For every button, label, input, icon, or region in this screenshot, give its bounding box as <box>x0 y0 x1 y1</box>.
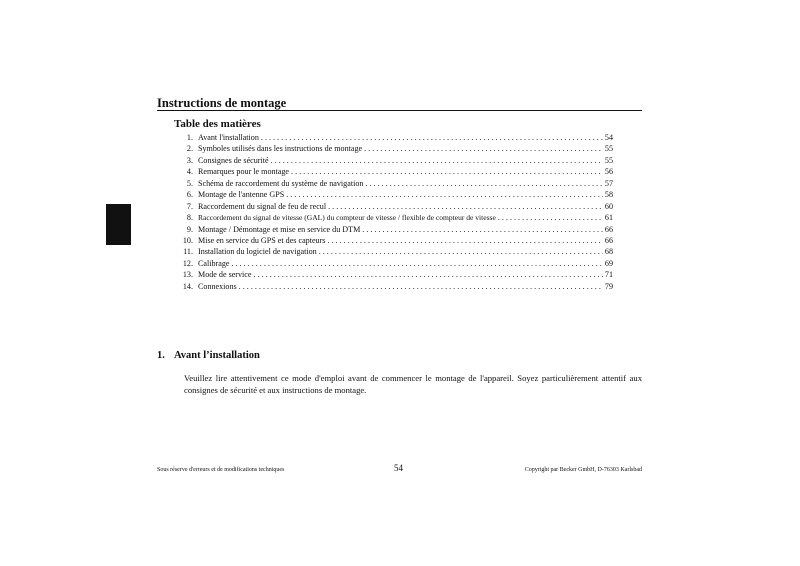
toc-item-page: 79 <box>604 281 613 291</box>
toc-leader-dots <box>365 178 602 189</box>
toc-leader-dots <box>364 143 603 154</box>
footer-disclaimer: Sous réserve d'erreurs et de modifications techniques <box>157 467 285 473</box>
toc-leader-dots <box>271 155 603 166</box>
toc-item-label: Raccordement du signal de feu de recul <box>198 201 327 211</box>
toc-item[interactable] <box>176 143 613 154</box>
toc-item-number: 12. <box>182 258 193 268</box>
toc-item-label: Mise en service du GPS et des capteurs <box>198 235 326 245</box>
toc-item-label: Mode de service <box>198 270 252 280</box>
toc-item-page: 66 <box>604 224 613 234</box>
toc-item[interactable] <box>176 189 613 200</box>
toc-item-label: Montage de l'antenne GPS <box>198 190 285 200</box>
toc-leader-dots <box>328 201 603 212</box>
toc-item[interactable] <box>176 132 613 143</box>
toc-item[interactable] <box>176 178 613 189</box>
toc-item-page: 57 <box>604 178 613 188</box>
toc-leader-dots <box>254 269 603 280</box>
toc-item-number: 13. <box>182 270 193 280</box>
section-title: Avant l’installation <box>174 350 260 361</box>
toc-item-page: 66 <box>604 235 613 245</box>
toc-item-page: 68 <box>604 247 613 257</box>
toc-item-page: 56 <box>604 167 613 177</box>
toc-item-number: 5. <box>186 178 193 188</box>
toc-item-number: 14. <box>182 281 193 291</box>
toc-item-page: 55 <box>604 155 613 165</box>
toc-item-number: 8. <box>186 213 193 223</box>
toc-item-number: 10. <box>182 235 193 245</box>
toc-leader-dots <box>231 258 602 269</box>
toc-leader-dots <box>319 246 603 257</box>
toc-item-number: 2. <box>186 144 193 154</box>
section-number: 1. <box>157 350 165 361</box>
toc-item-page: 61 <box>604 213 613 223</box>
toc-item-page: 54 <box>604 133 613 142</box>
toc-item[interactable] <box>176 246 613 257</box>
toc-item-label: Installation du logiciel de navigation <box>198 247 317 257</box>
toc-item-number: 6. <box>186 190 193 200</box>
toc-leader-dots <box>362 224 603 235</box>
toc-item[interactable] <box>176 166 613 177</box>
toc-item-number: 7. <box>186 201 193 211</box>
toc-item[interactable] <box>176 235 613 246</box>
toc-item[interactable] <box>176 201 613 212</box>
toc-item-page: 71 <box>604 270 613 280</box>
toc-leader-dots <box>239 281 603 292</box>
toc-item-label: Consignes de sécurité <box>198 155 269 165</box>
toc-item-number: 3. <box>186 155 193 165</box>
footer-copyright: Copyright par Becker GmbH, D-76303 Karlsbad <box>524 467 642 473</box>
footer-page-number: 54 <box>394 463 403 473</box>
toc-item-label: Calibrage <box>198 258 230 268</box>
toc-item-number: 1. <box>186 133 193 142</box>
toc-item-label: Connexions <box>198 281 237 291</box>
toc-item-label: Avant l'installation <box>198 133 259 142</box>
toc-item[interactable] <box>176 212 613 223</box>
toc-leader-dots <box>327 235 602 246</box>
section-heading <box>157 350 260 362</box>
toc-item-label: Schéma de raccordement du système de navigation <box>198 178 364 188</box>
toc-item-label: Remarques pour le montage <box>198 167 290 177</box>
toc-item-label: Montage / Démontage et mise en service du DTM <box>198 224 361 234</box>
toc-item[interactable] <box>176 281 613 292</box>
section-body-text: Veuillez lire attentivement ce mode d'emploi avant de commencer le montage de l'appareil. Soyez particulièrement attentif aux consignes de sécurité et aux instructions de montage. <box>184 373 642 395</box>
toc-leader-dots <box>261 132 603 143</box>
header-rule <box>157 110 642 111</box>
toc-title: Table des matières <box>174 118 261 130</box>
toc-leader-dots <box>291 166 603 177</box>
toc-item-label: Raccordement du signal de vitesse (GAL) du compteur de vitesse / flexible de compteur de vitesse <box>198 213 496 223</box>
toc-item-label: Symboles utilisés dans les instructions de montage <box>198 144 363 154</box>
toc-item-number: 4. <box>186 167 193 177</box>
toc-item[interactable] <box>176 258 613 269</box>
toc-item-page: 55 <box>604 144 613 154</box>
toc-item-number: 9. <box>186 224 193 234</box>
toc-item-page: 60 <box>604 201 613 211</box>
page-title: Instructions de montage <box>157 96 287 110</box>
toc-item[interactable] <box>176 224 613 235</box>
toc-item-number: 11. <box>183 247 193 257</box>
table-of-contents <box>176 132 613 292</box>
toc-item-page: 69 <box>604 258 613 268</box>
toc-leader-dots <box>286 189 603 200</box>
toc-leader-dots <box>498 212 603 223</box>
toc-item[interactable] <box>176 269 613 280</box>
toc-item-page: 58 <box>604 190 613 200</box>
chapter-tab-marker <box>106 204 131 245</box>
toc-item[interactable] <box>176 155 613 166</box>
